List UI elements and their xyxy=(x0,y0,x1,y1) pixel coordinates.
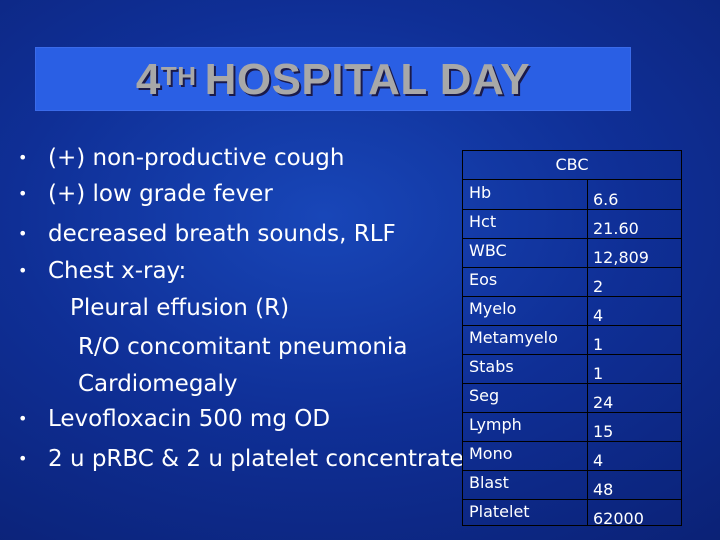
cbc-table xyxy=(462,150,682,526)
lab-value: 21.60 xyxy=(593,219,639,238)
lab-name: Hb xyxy=(469,183,492,202)
sub-item: Cardiomegaly xyxy=(78,371,238,397)
sub-item: Pleural effusion (R) xyxy=(70,295,290,321)
lab-value: 48 xyxy=(593,480,614,499)
lab-name: Myelo xyxy=(469,299,517,318)
bullet-dot: • xyxy=(18,224,28,243)
bullet-dot: • xyxy=(18,409,28,428)
sub-item: R/O concomitant pneumonia xyxy=(78,334,408,360)
bullet-item: decreased breath sounds, RLF xyxy=(48,221,396,247)
bullet-item: (+) non-productive cough xyxy=(48,145,345,171)
lab-value: 6.6 xyxy=(593,190,619,209)
table-row xyxy=(463,383,681,413)
lab-name: Seg xyxy=(469,386,500,405)
title-text: HOSPITAL DAY xyxy=(204,55,531,104)
bullet-dot: • xyxy=(18,184,28,203)
table-row xyxy=(463,238,681,268)
bullet-item: Levofloxacin 500 mg OD xyxy=(48,406,331,432)
lab-name: Mono xyxy=(469,444,513,463)
lab-value: 4 xyxy=(593,451,604,470)
table-row xyxy=(463,325,681,355)
lab-value: 4 xyxy=(593,306,604,325)
lab-value: 2 xyxy=(593,277,604,296)
lab-name: Stabs xyxy=(469,357,514,376)
lab-name: Eos xyxy=(469,270,498,289)
bullet-item: Chest x-ray: xyxy=(48,258,187,284)
lab-name: Lymph xyxy=(469,415,522,434)
lab-name: Metamyelo xyxy=(469,328,558,347)
table-row xyxy=(463,441,681,471)
bullet-item: (+) low grade fever xyxy=(48,181,273,207)
bullet-dot: • xyxy=(18,261,28,280)
table-row xyxy=(463,354,681,384)
title-ordinal-number: 4 xyxy=(135,55,161,104)
lab-name: WBC xyxy=(469,241,507,260)
table-row xyxy=(463,412,681,442)
lab-value: 12,809 xyxy=(593,248,649,267)
cbc-header: CBC xyxy=(463,151,681,180)
table-row xyxy=(463,499,681,528)
table-row xyxy=(463,267,681,297)
lab-value: 1 xyxy=(593,335,604,354)
lab-value: 62000 xyxy=(593,509,644,528)
lab-value: 1 xyxy=(593,364,604,383)
table-row xyxy=(463,470,681,500)
lab-name: Blast xyxy=(469,473,509,492)
bullet-item: 2 u pRBC & 2 u platelet concentrate xyxy=(48,446,464,472)
bullet-dot: • xyxy=(18,449,28,468)
lab-name: Platelet xyxy=(469,502,530,521)
bullet-dot: • xyxy=(18,148,28,167)
table-row xyxy=(463,296,681,326)
lab-name: Hct xyxy=(469,212,497,231)
table-row xyxy=(463,180,681,210)
table-row xyxy=(463,209,681,239)
title-ordinal-suffix: TH xyxy=(160,61,197,91)
lab-value: 24 xyxy=(593,393,614,412)
lab-value: 15 xyxy=(593,422,614,441)
